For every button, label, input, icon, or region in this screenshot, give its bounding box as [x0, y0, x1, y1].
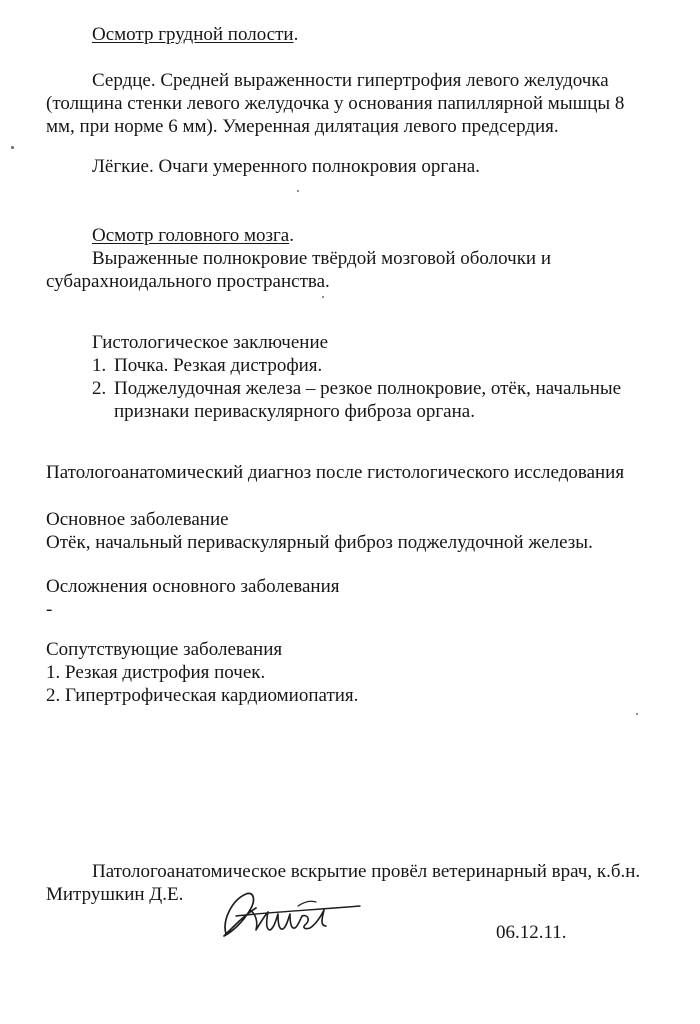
complications-label: Осложнения основного заболевания: [46, 576, 340, 597]
histology-item-text: Поджелудочная железа – резкое полнокровие, отёк, начальные признаки периваскулярного фиброза органа.: [114, 378, 622, 422]
scan-speck: [11, 146, 14, 149]
histology-item: [92, 377, 652, 423]
heart-paragraph: Сердце. Средней выраженности гипертрофия левого желудочка (толщина стенки левого желудочка у основания папиллярной мышцы 8 мм, при норме 6 мм). Умеренная дилятация левого предсердия.: [46, 70, 625, 137]
document-date: 06.12.11.: [496, 922, 567, 943]
histology-heading: Гистологическое заключение: [92, 332, 329, 353]
concomitant-item: 1. Резкая дистрофия почек.: [46, 662, 266, 683]
histology-list: [92, 354, 652, 423]
diagnosis-title: Патологоанатомический диагноз после гистологического исследования: [46, 462, 625, 483]
chest-exam-heading-text: Осмотр грудной полости: [92, 24, 294, 45]
histology-item-text: Почка. Резкая дистрофия.: [114, 355, 323, 376]
handwritten-signature: [212, 876, 364, 950]
brain-paragraph: Выраженные полнокровие твёрдой мозговой оболочки и субарахноидального пространства.: [46, 248, 552, 292]
brain-exam-heading-period: .: [289, 225, 294, 246]
histology-item-number: 2.: [92, 378, 107, 399]
lungs-paragraph: Лёгкие. Очаги умеренного полнокровия органа.: [92, 156, 480, 177]
brain-exam-heading: [46, 224, 652, 247]
main-disease-label: Основное заболевание: [46, 509, 229, 530]
chest-exam-heading: [46, 23, 652, 46]
main-disease-text: Отёк, начальный периваскулярный фиброз поджелудочной железы.: [46, 532, 593, 553]
histology-item-number: 1.: [92, 355, 107, 376]
autopsy-statement: Патологоанатомическое вскрытие провёл ветеринарный врач, к.б.н. Митрушкин Д.Е.: [46, 861, 641, 905]
histology-item: [92, 354, 652, 377]
scan-speck: [297, 190, 299, 192]
brain-exam-heading-text: Осмотр головного мозга: [92, 225, 290, 246]
scan-speck: [636, 713, 638, 715]
concomitant-item: 2. Гипертрофическая кардиомиопатия.: [46, 685, 359, 706]
chest-exam-heading-period: .: [293, 24, 299, 45]
scan-speck: [322, 296, 324, 298]
concomitant-label: Сопутствующие заболевания: [46, 639, 283, 660]
complications-text: -: [46, 599, 53, 620]
